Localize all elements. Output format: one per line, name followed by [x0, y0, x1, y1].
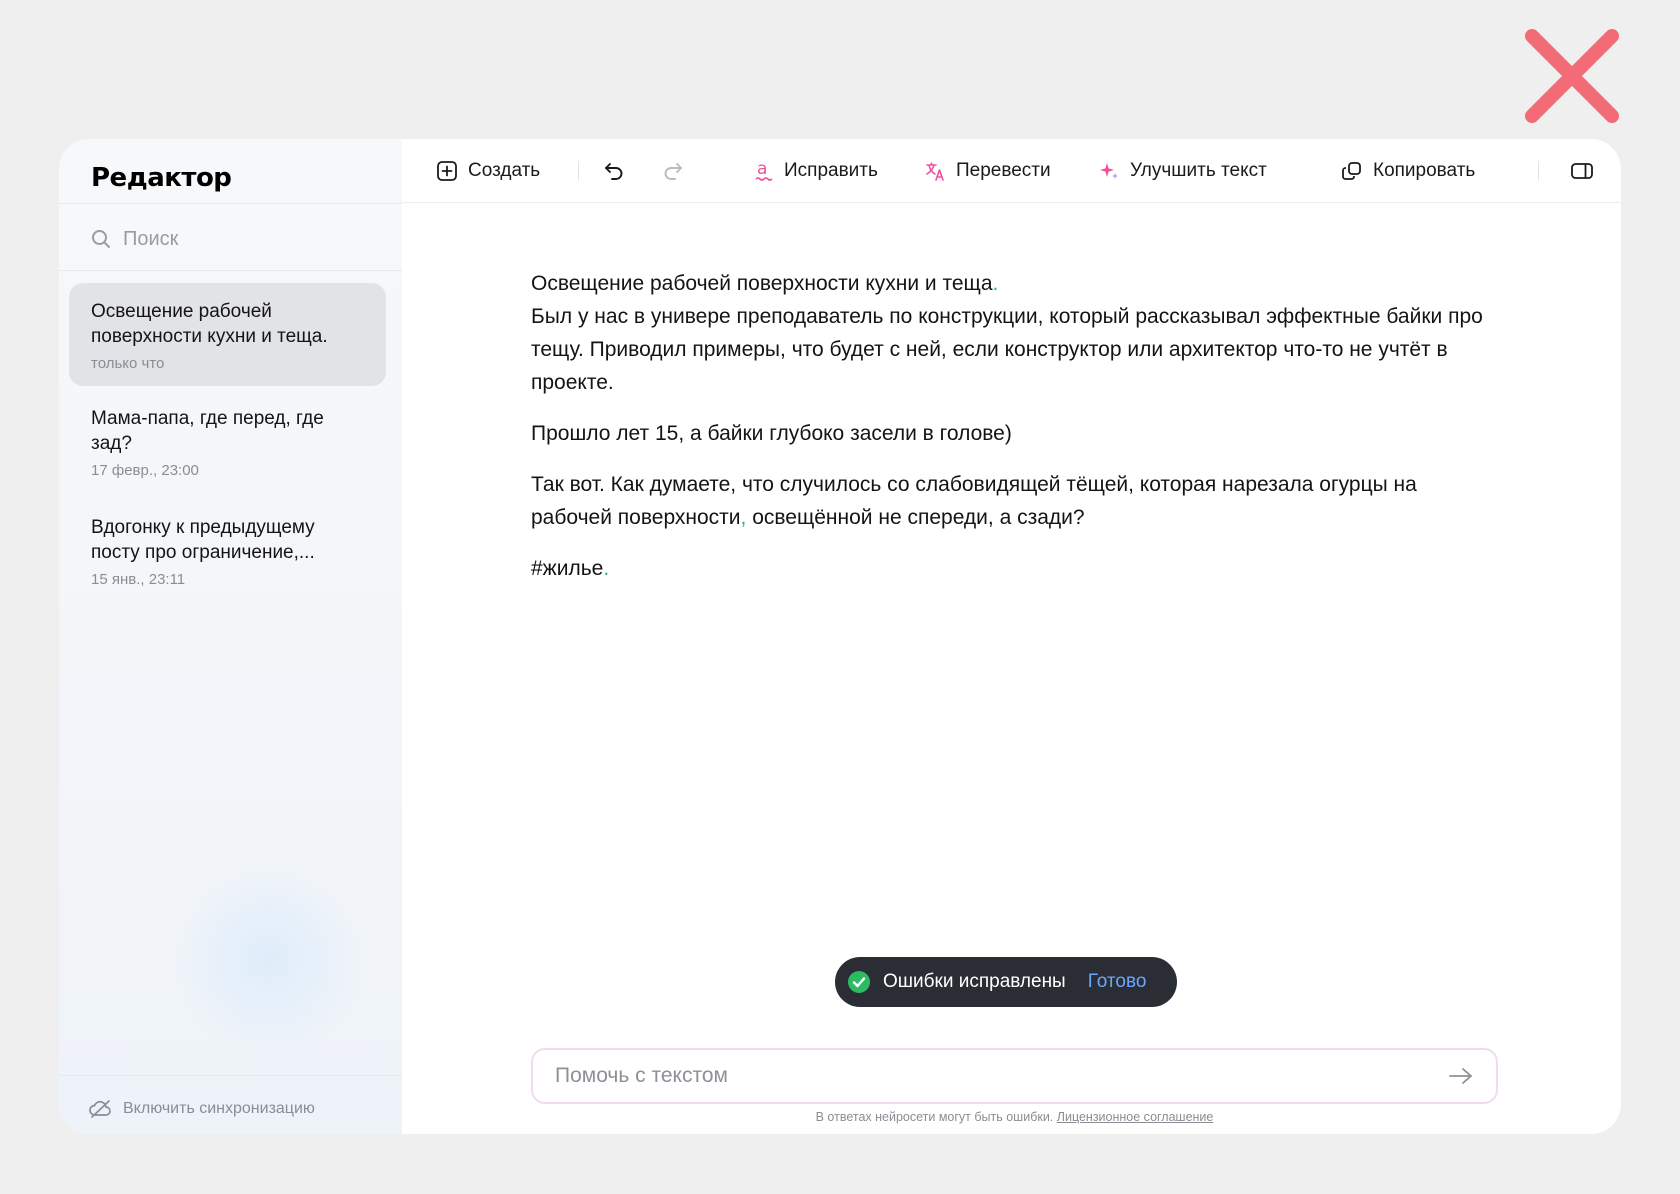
- spellcheck-icon: [754, 158, 774, 184]
- fix-button[interactable]: [754, 153, 878, 189]
- sidebar: [59, 139, 402, 1134]
- redo-button[interactable]: [662, 153, 684, 189]
- search-icon: [91, 229, 111, 249]
- paragraph: [531, 417, 1491, 450]
- translate-label: Перевести: [956, 160, 1051, 181]
- sidebar-toggle-icon: [1570, 161, 1594, 181]
- note-item-active[interactable]: [69, 283, 386, 386]
- paragraph: [531, 552, 1491, 585]
- paragraph: [531, 300, 1491, 399]
- divider: [578, 161, 579, 181]
- note-time: 17 февр., 23:00: [91, 462, 199, 479]
- translate-button[interactable]: [924, 153, 1051, 189]
- paragraph: [531, 468, 1491, 534]
- text-editor[interactable]: [531, 267, 1491, 603]
- close-icon[interactable]: [1522, 28, 1622, 124]
- redo-icon: [662, 160, 684, 182]
- improve-label: Улучшить текст: [1130, 160, 1267, 181]
- paragraph-text: освещённой не спереди, а сзади?: [746, 506, 1085, 529]
- sparkle-icon: [1098, 160, 1120, 182]
- improve-text-button[interactable]: [1098, 153, 1267, 189]
- prompt-input[interactable]: [555, 1064, 1448, 1088]
- main-area: [402, 139, 1621, 1134]
- svg-text:a: a: [757, 159, 768, 179]
- hashtag: #жилье: [531, 557, 604, 580]
- arrow-right-icon[interactable]: [1448, 1066, 1474, 1086]
- sidebar-toggle-button[interactable]: [1570, 153, 1594, 189]
- prompt-field[interactable]: [531, 1048, 1498, 1104]
- paragraph: [531, 267, 1491, 300]
- paragraph-text: Так вот. Как думаете, что случилось со слабовидящей тёщей, которая нарезала огурцы на рабочей поверхности: [531, 473, 1417, 529]
- correction-mark: .: [603, 557, 610, 580]
- license-link[interactable]: Лицензионное соглашение: [1056, 1110, 1214, 1124]
- sync-label: Включить синхронизацию: [123, 1100, 315, 1117]
- divider: [59, 270, 402, 271]
- note-title: Освещение рабочей поверхности кухни и теща.: [91, 301, 328, 347]
- editor-window: [59, 139, 1621, 1134]
- check-circle-icon: [847, 970, 871, 994]
- status-toast: [835, 957, 1177, 1007]
- note-time: 15 янв., 23:11: [91, 571, 186, 588]
- toast-done-button[interactable]: Готово: [1087, 971, 1147, 992]
- search-placeholder: Поиск: [123, 227, 179, 250]
- paragraph-text: Был у нас в универе преподаватель по конструкции, который рассказывал эффектные байки про тещу. Приводил примеры, что будет с ней, если конструктор или архитектор что-то не учтёт в проекте.: [531, 305, 1483, 394]
- app-title: Редактор: [91, 163, 232, 193]
- toast-message: Ошибки исправлены: [883, 971, 1066, 992]
- fix-label: Исправить: [784, 160, 878, 181]
- sidebar-glow: [179, 859, 359, 1059]
- plus-square-icon: [436, 160, 458, 182]
- undo-icon: [603, 160, 625, 182]
- note-time: только что: [91, 355, 165, 372]
- disclaimer-text: В ответах нейросети могут быть ошибки.: [815, 1110, 1054, 1124]
- sync-button[interactable]: [89, 1091, 315, 1127]
- note-title: Вдогонку к предыдущему посту про ограничение,...: [91, 517, 315, 563]
- copy-button[interactable]: [1341, 153, 1475, 189]
- copy-icon: [1341, 160, 1363, 182]
- undo-button[interactable]: [603, 153, 625, 189]
- toolbar: [402, 139, 1621, 203]
- note-item[interactable]: [69, 388, 386, 493]
- note-title: Мама-папа, где перед, где зад?: [91, 408, 324, 454]
- create-label: Создать: [468, 160, 541, 181]
- correction-mark: ,: [740, 506, 747, 529]
- divider: [59, 203, 402, 204]
- correction-mark: .: [992, 272, 999, 295]
- note-item[interactable]: [69, 495, 386, 602]
- paragraph-text: Прошло лет 15, а байки глубоко засели в голове): [531, 422, 1012, 445]
- translate-icon: [924, 160, 946, 182]
- search-input[interactable]: [91, 221, 371, 257]
- divider: [59, 1075, 402, 1076]
- divider: [1538, 161, 1539, 181]
- paragraph-text: Освещение рабочей поверхности кухни и теща: [531, 272, 993, 295]
- sync-off-icon: [89, 1099, 113, 1119]
- notes-list: [69, 283, 386, 604]
- copy-label: Копировать: [1373, 160, 1476, 181]
- disclaimer: [531, 1110, 1498, 1124]
- create-button[interactable]: [436, 153, 540, 189]
